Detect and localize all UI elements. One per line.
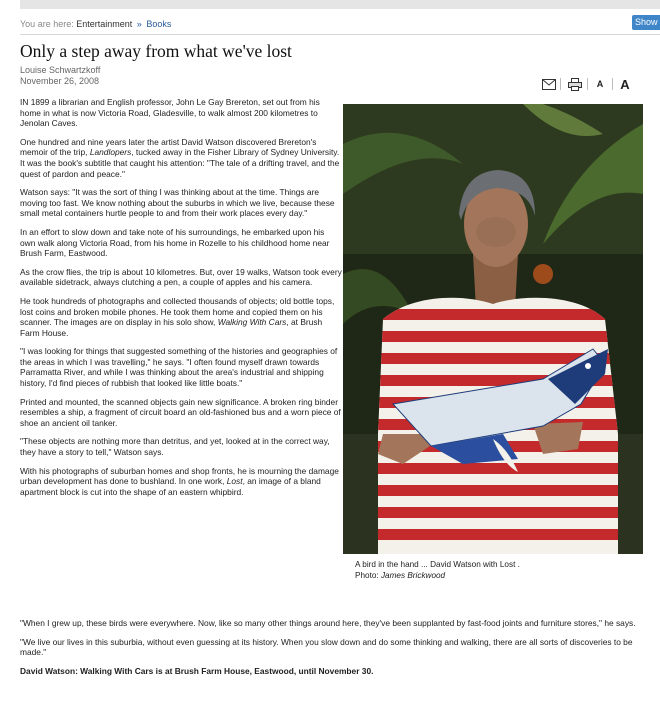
- email-icon[interactable]: [540, 76, 558, 92]
- breadcrumb-separator: »: [136, 19, 142, 29]
- paragraph: As the crow flies, the trip is about 10 kilometres. But, over 19 walks, Watson took every available sidetrack, always clutching a pen, a couple of apples and his camera.: [20, 266, 342, 288]
- font-larger-button[interactable]: A: [620, 76, 630, 92]
- article-footer: David Watson: Walking With Cars is at Brush Farm House, Eastwood, until November 30.: [20, 665, 374, 676]
- tool-separator: [560, 78, 561, 90]
- article-photo: [343, 104, 643, 554]
- paragraph: "I was looking for things that suggested something of the histories and geographies of the areas in which I was travelling," he says. "I often found myself drawn towards Parramatta River, and while I was thinking about the area's industrial and shipping history, I'd find pieces of rubbish that looked like little boats.": [20, 346, 338, 389]
- paragraph: In an effort to slow down and take note of his surroundings, he embarked upon his own walk along Victoria Road, from his home in Rozelle to his childhood home near Brush Farm, Eastwood.: [20, 226, 330, 259]
- print-icon[interactable]: [566, 76, 584, 92]
- article-body: [20, 97, 342, 505]
- paragraph: Printed and mounted, the scanned objects gain new significance. A broken ring binder resembles a ship, a fragment of circuit board an old-fashioned bus and a worn piece of shoe an ancient oil tanker.: [20, 396, 341, 428]
- divider: [20, 34, 660, 35]
- article-tools: [540, 76, 640, 92]
- paragraph: With his photographs of suburban homes and shop fronts, he is mourning the damage urban development has done to bushland. In one work, Lost, an image of a bland apartment block is cut into the shape of an eastern whipbird.: [20, 465, 339, 497]
- breadcrumb-prefix: You are here:: [20, 19, 74, 29]
- work-title: Lost: [226, 476, 243, 487]
- breadcrumb-link-entertainment[interactable]: Entertainment: [76, 19, 133, 29]
- article-body-continued: [20, 618, 652, 684]
- author: Louise Schwartzkoff: [20, 65, 101, 75]
- paragraph: Watson says: "It was the sort of thing I was thinking about at the time. Things are moving too fast. We know nothing about the suburbs in which we live, because these small metal containers hurtle people to and from their work places every day.": [20, 187, 335, 219]
- paragraph: One hundred and nine years later the artist David Watson discovered Brereton's memoir of the trip, Landlopers, tucked away in the Fisher Library of Sydney University. It was the book's subtitle that caught his attention: "The tale of a drifting travel, and the quest of pardon and peace.": [20, 136, 340, 179]
- tool-separator: [612, 78, 613, 90]
- photo-caption: [355, 560, 520, 581]
- publish-date: November 26, 2008: [20, 76, 100, 86]
- breadcrumb: [20, 19, 171, 29]
- photo-image: [343, 104, 643, 554]
- tool-separator: [587, 78, 588, 90]
- show-title: Walking With Cars: [217, 317, 287, 328]
- paragraph: "We live our lives in this suburbia, without even guessing at its history. When you slow down and do some thinking and walking, there are all sorts of discoveries to be made.": [20, 636, 633, 658]
- paragraph: "When I grew up, these birds were everywhere. Now, like so many other things around here, they've been supplanted by fast-food joints and furniture stores," he says.: [20, 618, 636, 628]
- paragraph: He took hundreds of photographs and collected thousands of objects; old bottle tops, lost coins and broken mobile phones. He took them home and copied them on his scanner. The images are on display in his solo show, Walking With Cars, at Brush Farm House.: [20, 295, 335, 338]
- paragraph: IN 1899 a librarian and English professor, John Le Gay Brereton, set out from his home in what is now Victoria Road, Gladesville, to walk almost 200 kilometres to Jenolan Caves.: [20, 97, 320, 129]
- paragraph: "These objects are nothing more than detritus, and yet, looked at in the correct way, they have a story to tell," Watson says.: [20, 436, 330, 458]
- photographer-name: James Brickwood: [380, 570, 446, 580]
- show-button[interactable]: Show: [632, 15, 660, 30]
- article-title: Only a step away from what we've lost: [20, 41, 292, 61]
- breadcrumb-link-books[interactable]: Books: [146, 19, 172, 29]
- photo-credit: Photo: James Brickwood: [355, 570, 446, 580]
- font-smaller-button[interactable]: A: [596, 79, 604, 89]
- top-bar: [20, 0, 660, 9]
- caption-text: A bird in the hand ... David Watson with Lost .: [355, 560, 520, 569]
- book-title: Landlopers: [89, 147, 132, 158]
